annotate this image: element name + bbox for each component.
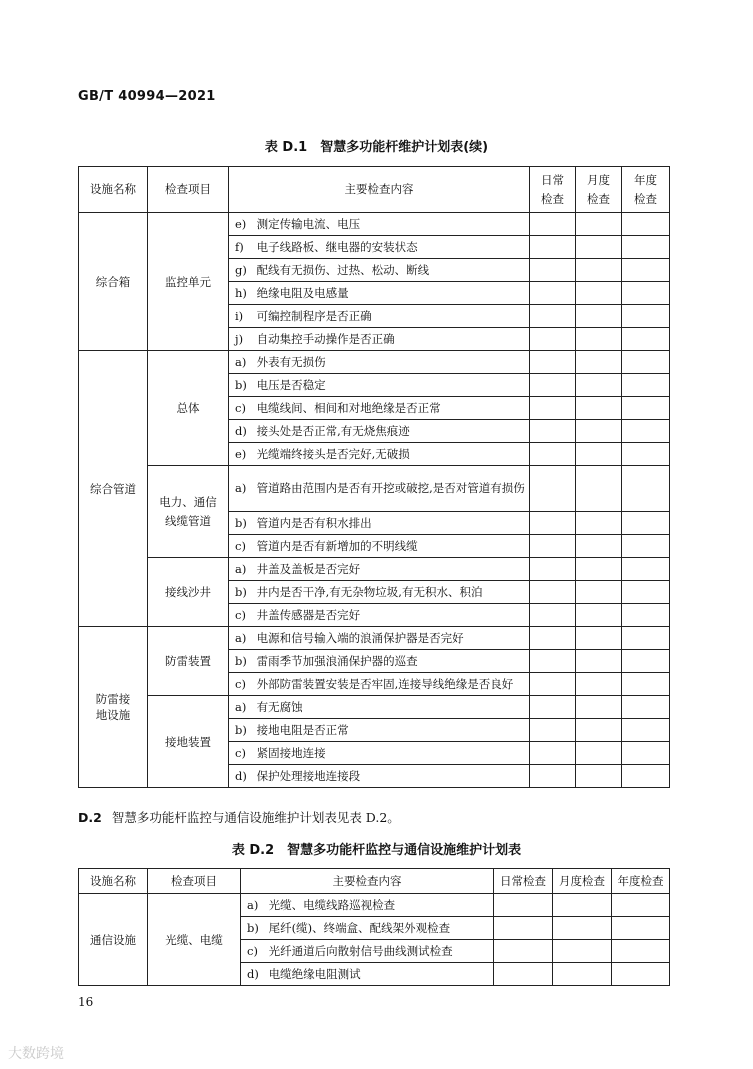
daily-check-cell bbox=[530, 213, 576, 236]
monthly-check-cell bbox=[576, 581, 622, 604]
table-header-row bbox=[79, 869, 670, 894]
header-monthly: 月度检查 bbox=[553, 869, 612, 894]
daily-check-cell bbox=[530, 512, 576, 535]
daily-check-cell bbox=[530, 719, 576, 742]
yearly-check-cell bbox=[622, 466, 670, 512]
check-content-cell bbox=[229, 696, 530, 719]
check-content-cell bbox=[229, 328, 530, 351]
header-facility: 设施名称 bbox=[79, 869, 148, 894]
yearly-check-cell bbox=[612, 940, 670, 963]
section-text: 智慧多功能杆监控与通信设施维护计划表见表 D.2。 bbox=[111, 810, 400, 825]
check-content-cell bbox=[229, 305, 530, 328]
yearly-check-cell bbox=[622, 305, 670, 328]
check-content-cell bbox=[229, 466, 530, 512]
item-marker: d) bbox=[235, 423, 247, 438]
daily-check-cell bbox=[494, 917, 553, 940]
item-marker: a) bbox=[235, 481, 247, 495]
monthly-check-cell bbox=[553, 940, 612, 963]
daily-check-cell bbox=[530, 627, 576, 650]
check-content-cell bbox=[229, 420, 530, 443]
yearly-check-cell bbox=[622, 627, 670, 650]
daily-check-cell bbox=[530, 305, 576, 328]
yearly-check-cell bbox=[622, 765, 670, 788]
check-content-cell bbox=[229, 236, 530, 259]
yearly-check-cell bbox=[612, 917, 670, 940]
item-marker: c) bbox=[235, 676, 246, 691]
check-content-cell bbox=[229, 351, 530, 374]
table-d2-body bbox=[79, 894, 670, 986]
item-marker: a) bbox=[247, 897, 259, 912]
table-row bbox=[79, 696, 670, 719]
item-marker: e) bbox=[235, 446, 247, 461]
item-marker: b) bbox=[235, 722, 247, 737]
check-item-cell: 总体 bbox=[148, 351, 229, 466]
header-daily: 日常检查 bbox=[494, 869, 553, 894]
item-text: 接头处是否正常,有无烧焦痕迹 bbox=[256, 423, 410, 438]
facility-name-cell: 综合管道 bbox=[79, 351, 148, 627]
monthly-check-cell bbox=[576, 696, 622, 719]
monthly-check-cell bbox=[576, 466, 622, 512]
header-daily: 日常 检查 bbox=[530, 167, 576, 213]
item-text: 管道内是否有新增加的不明线缆 bbox=[256, 538, 418, 553]
monthly-check-cell bbox=[576, 512, 622, 535]
item-marker: c) bbox=[235, 607, 246, 622]
check-content-cell bbox=[241, 917, 494, 940]
item-text: 可编控制程序是否正确 bbox=[256, 308, 372, 323]
item-text: 电压是否稳定 bbox=[256, 377, 326, 392]
yearly-check-cell bbox=[622, 719, 670, 742]
monthly-check-cell bbox=[576, 213, 622, 236]
yearly-check-cell bbox=[622, 374, 670, 397]
daily-check-cell bbox=[530, 650, 576, 673]
check-content-cell bbox=[229, 742, 530, 765]
yearly-check-cell bbox=[622, 650, 670, 673]
monthly-check-cell bbox=[576, 443, 622, 466]
monthly-check-cell bbox=[576, 259, 622, 282]
item-marker: a) bbox=[235, 630, 247, 645]
yearly-check-cell bbox=[622, 328, 670, 351]
table-row bbox=[79, 894, 670, 917]
item-text: 保护处理接地连接段 bbox=[256, 768, 361, 783]
page-number: 16 bbox=[78, 995, 94, 1009]
check-content-cell bbox=[229, 512, 530, 535]
yearly-check-cell bbox=[622, 443, 670, 466]
item-text: 电子线路板、继电器的安装状态 bbox=[256, 239, 418, 254]
section-d2-paragraph bbox=[78, 808, 400, 826]
yearly-check-cell bbox=[622, 512, 670, 535]
monthly-check-cell bbox=[576, 535, 622, 558]
table-d1-body bbox=[79, 213, 670, 788]
header-monthly: 月度 检查 bbox=[576, 167, 622, 213]
table-row bbox=[79, 466, 670, 512]
check-content-cell bbox=[229, 650, 530, 673]
check-item-cell: 防雷装置 bbox=[148, 627, 229, 696]
monthly-check-cell bbox=[576, 420, 622, 443]
check-content-cell bbox=[241, 940, 494, 963]
daily-check-cell bbox=[494, 940, 553, 963]
item-text: 电源和信号输入端的浪涌保护器是否完好 bbox=[256, 630, 464, 645]
item-marker: b) bbox=[235, 653, 247, 668]
yearly-check-cell bbox=[622, 397, 670, 420]
header-yearly: 年度检查 bbox=[612, 869, 670, 894]
check-content-cell bbox=[241, 963, 494, 986]
daily-check-cell bbox=[530, 604, 576, 627]
check-content-cell bbox=[229, 719, 530, 742]
item-marker: d) bbox=[235, 768, 247, 783]
check-content-cell bbox=[229, 259, 530, 282]
item-text: 雷雨季节加强浪涌保护器的巡查 bbox=[256, 653, 418, 668]
header-item: 检查项目 bbox=[148, 167, 229, 213]
yearly-check-cell bbox=[622, 558, 670, 581]
check-content-cell bbox=[229, 443, 530, 466]
table-row bbox=[79, 558, 670, 581]
daily-check-cell bbox=[530, 259, 576, 282]
table-header-row bbox=[79, 167, 670, 213]
check-content-cell bbox=[229, 765, 530, 788]
monthly-check-cell bbox=[576, 397, 622, 420]
daily-check-cell bbox=[530, 328, 576, 351]
maintenance-plan-table-d2 bbox=[78, 868, 670, 986]
item-marker: j) bbox=[235, 331, 244, 346]
daily-check-cell bbox=[530, 765, 576, 788]
check-item-cell: 接线沙井 bbox=[148, 558, 229, 627]
facility-name-cell: 综合箱 bbox=[79, 213, 148, 351]
check-content-cell bbox=[229, 374, 530, 397]
item-text: 有无腐蚀 bbox=[256, 699, 303, 714]
monthly-check-cell bbox=[576, 305, 622, 328]
check-item-cell: 光缆、电缆 bbox=[148, 894, 241, 986]
monthly-check-cell bbox=[576, 673, 622, 696]
yearly-check-cell bbox=[622, 742, 670, 765]
item-marker: b) bbox=[235, 515, 247, 530]
document-code: GB/T 40994—2021 bbox=[78, 89, 216, 104]
daily-check-cell bbox=[530, 742, 576, 765]
yearly-check-cell bbox=[622, 259, 670, 282]
daily-check-cell bbox=[530, 420, 576, 443]
check-content-cell bbox=[229, 213, 530, 236]
yearly-check-cell bbox=[622, 673, 670, 696]
monthly-check-cell bbox=[576, 558, 622, 581]
check-content-cell bbox=[229, 282, 530, 305]
item-marker: f) bbox=[235, 239, 244, 254]
daily-check-cell bbox=[494, 894, 553, 917]
monthly-check-cell bbox=[576, 374, 622, 397]
yearly-check-cell bbox=[622, 581, 670, 604]
facility-name-cell: 防雷接地设施 bbox=[79, 627, 148, 788]
item-marker: c) bbox=[235, 538, 246, 553]
table-row bbox=[79, 213, 670, 236]
item-marker: i) bbox=[235, 308, 244, 323]
yearly-check-cell bbox=[622, 604, 670, 627]
yearly-check-cell bbox=[622, 213, 670, 236]
yearly-check-cell bbox=[612, 963, 670, 986]
table-row bbox=[79, 627, 670, 650]
yearly-check-cell bbox=[622, 696, 670, 719]
check-content-cell bbox=[229, 673, 530, 696]
daily-check-cell bbox=[530, 535, 576, 558]
item-text: 光缆、电缆线路巡视检查 bbox=[268, 897, 396, 912]
item-text: 井盖及盖板是否完好 bbox=[256, 561, 361, 576]
check-content-cell bbox=[241, 894, 494, 917]
table-row bbox=[79, 351, 670, 374]
watermark-logo: 大数跨境 bbox=[8, 1046, 64, 1062]
monthly-check-cell bbox=[553, 917, 612, 940]
check-item-cell: 接地装置 bbox=[148, 696, 229, 788]
monthly-check-cell bbox=[576, 236, 622, 259]
monthly-check-cell bbox=[576, 719, 622, 742]
monthly-check-cell bbox=[553, 963, 612, 986]
check-item-cell: 监控单元 bbox=[148, 213, 229, 351]
check-content-cell bbox=[229, 581, 530, 604]
daily-check-cell bbox=[530, 581, 576, 604]
daily-check-cell bbox=[530, 443, 576, 466]
header-item: 检查项目 bbox=[148, 869, 241, 894]
item-text: 外部防雷装置安装是否牢固,连接导线绝缘是否良好 bbox=[256, 676, 514, 691]
item-text: 自动集控手动操作是否正确 bbox=[256, 331, 395, 346]
daily-check-cell bbox=[530, 236, 576, 259]
item-marker: b) bbox=[235, 584, 247, 599]
facility-name-cell: 通信设施 bbox=[79, 894, 148, 986]
item-text: 管道路由范围内是否有开挖或破挖,是否对管道有损伤 bbox=[256, 481, 525, 495]
daily-check-cell bbox=[530, 558, 576, 581]
daily-check-cell bbox=[530, 397, 576, 420]
item-text: 光纤通道后向散射信号曲线测试检查 bbox=[268, 943, 453, 958]
item-text: 管道内是否有积水排出 bbox=[256, 515, 372, 530]
table-d2-title: 表 D.2 智慧多功能杆监控与通信设施维护计划表 bbox=[231, 843, 522, 858]
check-item-cell: 电力、通信线缆管道 bbox=[148, 466, 229, 558]
item-text: 尾纤(缆)、终端盒、配线架外观检查 bbox=[268, 920, 451, 935]
daily-check-cell bbox=[530, 466, 576, 512]
daily-check-cell bbox=[530, 673, 576, 696]
header-yearly: 年度 检查 bbox=[622, 167, 670, 213]
monthly-check-cell bbox=[576, 742, 622, 765]
item-text: 光缆端终接头是否完好,无破损 bbox=[256, 446, 410, 461]
item-marker: a) bbox=[235, 561, 247, 576]
item-text: 配线有无损伤、过热、松动、断线 bbox=[256, 262, 430, 277]
daily-check-cell bbox=[530, 282, 576, 305]
item-text: 井盖传感器是否完好 bbox=[256, 607, 361, 622]
yearly-check-cell bbox=[622, 351, 670, 374]
item-marker: c) bbox=[247, 943, 258, 958]
item-text: 井内是否干净,有无杂物垃圾,有无积水、积泊 bbox=[256, 584, 483, 599]
item-marker: g) bbox=[235, 262, 247, 277]
item-text: 外表有无损伤 bbox=[256, 354, 326, 369]
daily-check-cell bbox=[530, 696, 576, 719]
table-d1-title: 表 D.1 智慧多功能杆维护计划表(续) bbox=[264, 140, 489, 155]
daily-check-cell bbox=[530, 351, 576, 374]
section-number: D.2 bbox=[78, 810, 102, 825]
item-marker: b) bbox=[235, 377, 247, 392]
check-content-cell bbox=[229, 535, 530, 558]
yearly-check-cell bbox=[622, 535, 670, 558]
monthly-check-cell bbox=[576, 328, 622, 351]
check-content-cell bbox=[229, 604, 530, 627]
yearly-check-cell bbox=[622, 420, 670, 443]
monthly-check-cell bbox=[576, 351, 622, 374]
item-marker: h) bbox=[235, 285, 247, 300]
daily-check-cell bbox=[494, 963, 553, 986]
yearly-check-cell bbox=[622, 282, 670, 305]
header-content: 主要检查内容 bbox=[229, 167, 530, 213]
header-content: 主要检查内容 bbox=[241, 869, 494, 894]
monthly-check-cell bbox=[576, 282, 622, 305]
yearly-check-cell bbox=[622, 236, 670, 259]
check-content-cell bbox=[229, 397, 530, 420]
monthly-check-cell bbox=[576, 765, 622, 788]
item-marker: b) bbox=[247, 920, 259, 935]
item-marker: c) bbox=[235, 745, 246, 760]
item-marker: c) bbox=[235, 400, 246, 415]
monthly-check-cell bbox=[576, 650, 622, 673]
monthly-check-cell bbox=[553, 894, 612, 917]
item-text: 测定传输电流、电压 bbox=[256, 216, 361, 231]
check-content-cell bbox=[229, 627, 530, 650]
maintenance-plan-table-d1 bbox=[78, 166, 670, 788]
daily-check-cell bbox=[530, 374, 576, 397]
monthly-check-cell bbox=[576, 604, 622, 627]
item-text: 紧固接地连接 bbox=[256, 745, 326, 760]
item-text: 电缆线间、相间和对地绝缘是否正常 bbox=[256, 400, 441, 415]
header-facility: 设施名称 bbox=[79, 167, 148, 213]
monthly-check-cell bbox=[576, 627, 622, 650]
check-content-cell bbox=[229, 558, 530, 581]
item-text: 电缆绝缘电阻测试 bbox=[268, 966, 361, 981]
item-marker: a) bbox=[235, 699, 247, 714]
yearly-check-cell bbox=[612, 894, 670, 917]
item-text: 接地电阻是否正常 bbox=[256, 722, 349, 737]
item-marker: e) bbox=[235, 216, 247, 231]
item-marker: d) bbox=[247, 966, 259, 981]
item-marker: a) bbox=[235, 354, 247, 369]
item-text: 绝缘电阻及电感量 bbox=[256, 285, 349, 300]
